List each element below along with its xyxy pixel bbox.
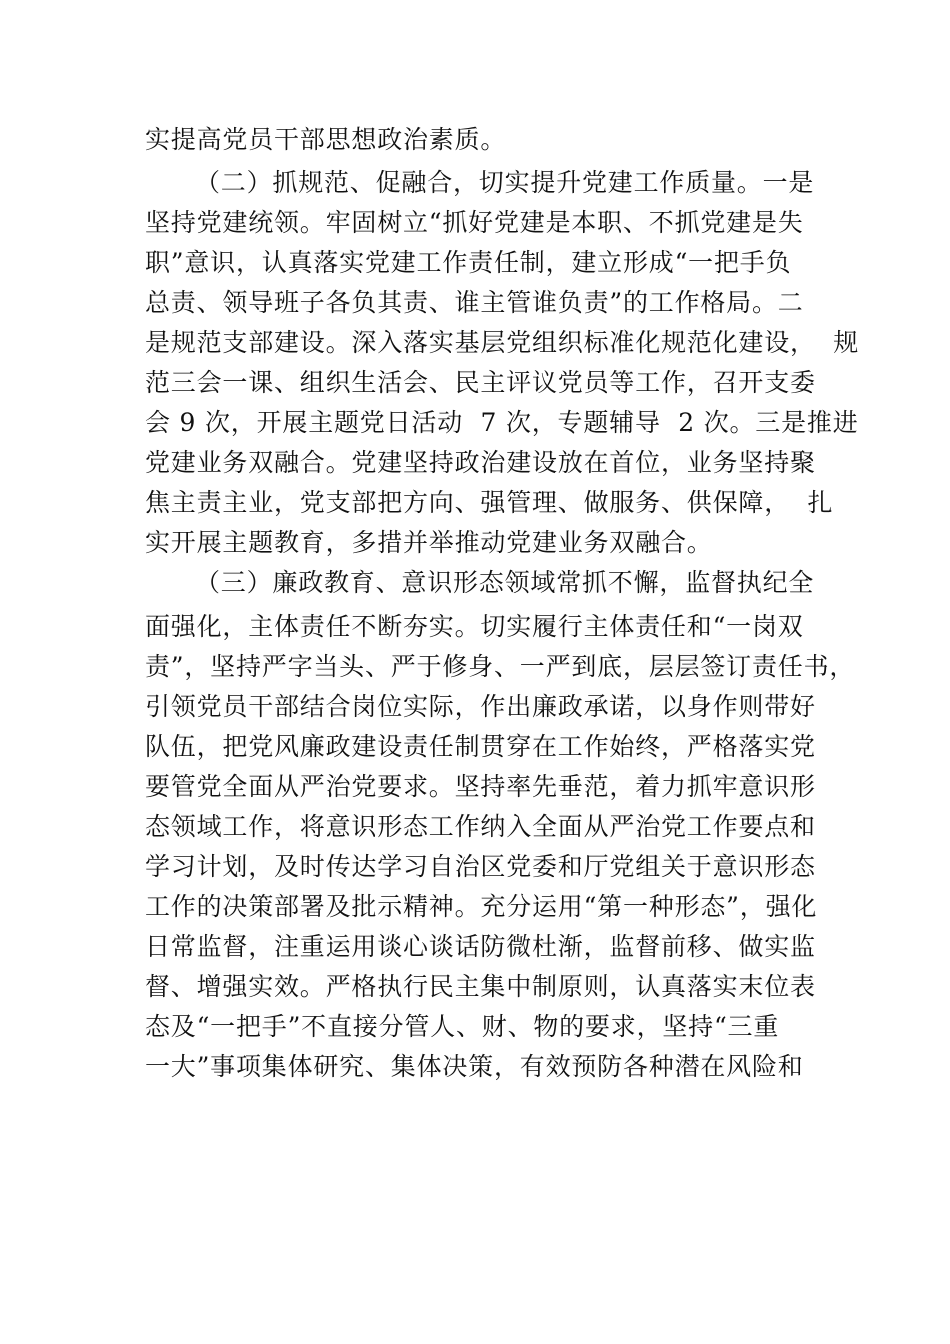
text-line: 实开展主题教育，多措并举推动党建业务双融合。 bbox=[145, 528, 713, 557]
text-line: 实提高党员干部思想政治素质。 bbox=[145, 125, 507, 154]
text-line: 督、增强实效。严格执行民主集中制原则，认真落实末位表 bbox=[145, 972, 816, 1001]
text-line: 是规范支部建设。深入落实基层党组织标准化规范化建设， 规 bbox=[145, 328, 860, 357]
text-line: 职”意识，认真落实党建工作责任制，建立形成“一把手负 bbox=[145, 248, 792, 277]
text-line: 日常监督，注重运用谈心谈话防微杜渐，监督前移、做实监 bbox=[145, 932, 816, 961]
text-line: 党建业务双融合。党建坚持政治建设放在首位，业务坚持聚 bbox=[145, 448, 816, 477]
text-line: 要管党全面从严治党要求。坚持率先垂范，着力抓牢意识形 bbox=[145, 772, 816, 801]
text-line: 学习计划，及时传达学习自治区党委和厅党组关于意识形态 bbox=[145, 852, 816, 881]
text-line: 工作的决策部署及批示精神。充分运用“第一种形态”，强化 bbox=[145, 892, 818, 921]
paragraph-2-heading-line: （二）抓规范、促融合，切实提升党建工作质量。一是 bbox=[195, 168, 815, 197]
text-line: 焦主责主业，党支部把方向、强管理、做服务、供保障， 扎 bbox=[145, 488, 834, 517]
text-line: 会 9 次，开展主题党日活动 7 次，专题辅导 2 次。三是推进 bbox=[145, 408, 859, 437]
text-line: 态及“一把手”不直接分管人、财、物的要求，坚持“三重 bbox=[145, 1012, 780, 1041]
text-line: 总责、领导班子各负其责、谁主管谁负责”的工作格局。二 bbox=[145, 288, 804, 317]
text-line: 队伍，把党风廉政建设责任制贯穿在工作始终，严格落实党 bbox=[145, 732, 816, 761]
text-line: 范三会一课、组织生活会、民主评议党员等工作，召开支委 bbox=[145, 368, 816, 397]
text-line: 责”，坚持严字当头、严于修身、一严到底，层层签订责任书， bbox=[145, 652, 856, 681]
text-line: 态领域工作，将意识形态工作纳入全面从严治党工作要点和 bbox=[145, 812, 816, 841]
text-line: 坚持党建统领。牢固树立“抓好党建是本职、不抓党建是失 bbox=[145, 208, 804, 237]
paragraph-3-heading-line: （三）廉政教育、意识形态领域常抓不懈，监督执纪全 bbox=[195, 568, 815, 597]
text-line: 面强化，主体责任不断夯实。切实履行主体责任和“一岗双 bbox=[145, 612, 804, 641]
text-line: 一大”事项集体研究、集体决策，有效预防各种潜在风险和 bbox=[145, 1052, 804, 1081]
text-line: 引领党员干部结合岗位实际，作出廉政承诺，以身作则带好 bbox=[145, 692, 816, 721]
